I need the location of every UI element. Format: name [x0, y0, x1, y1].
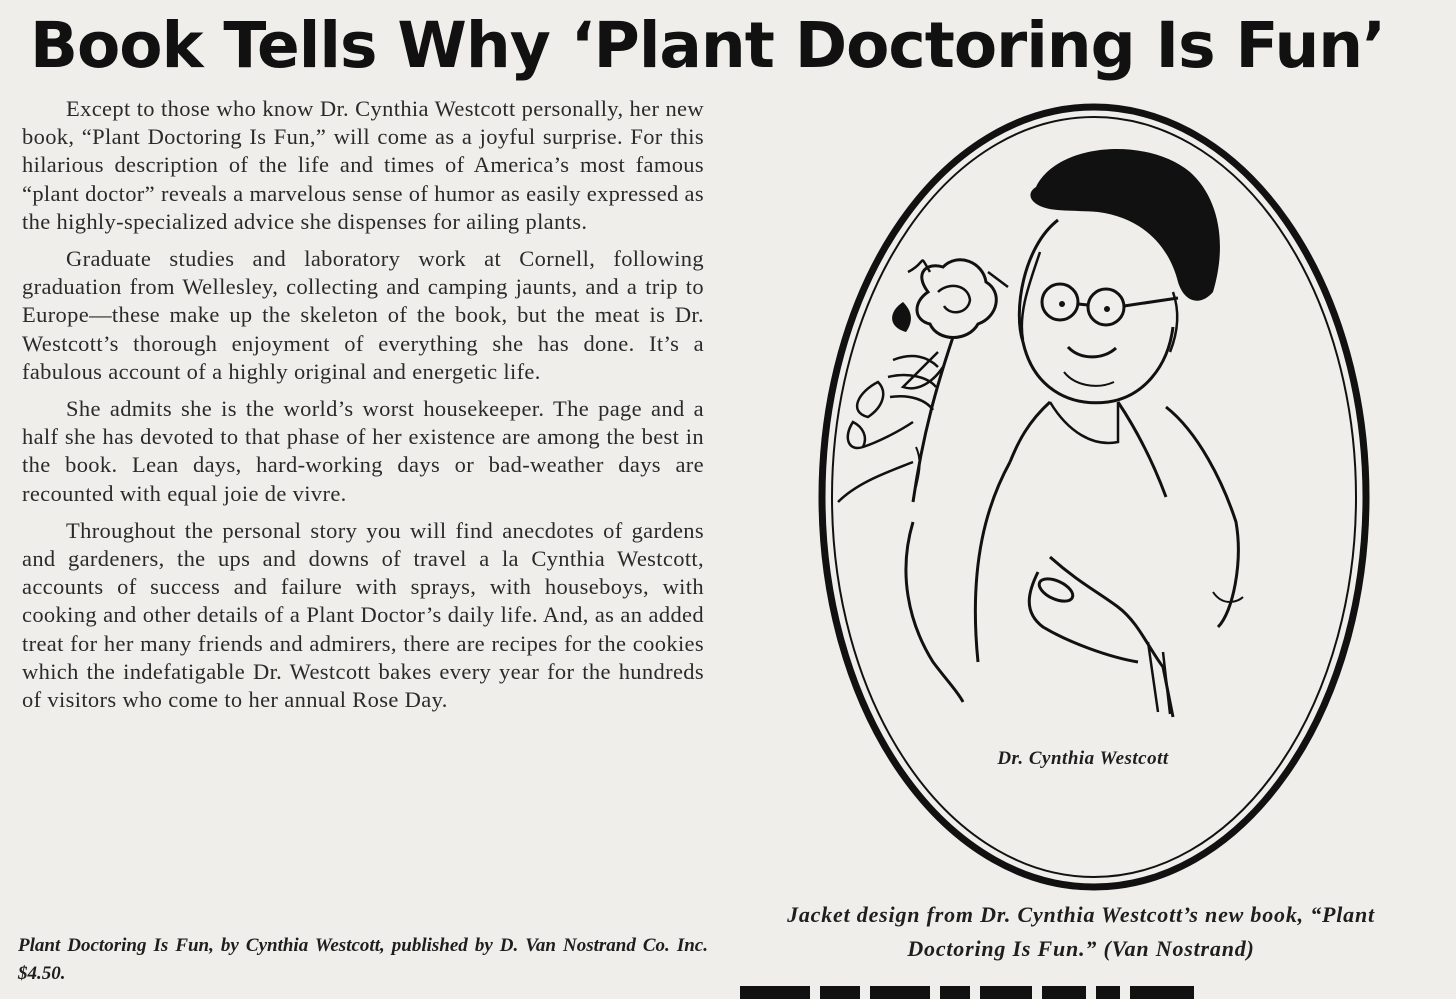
portrait-illustration — [818, 102, 1370, 892]
headline: Book Tells Why ‘Plant Doctoring Is Fun’ — [30, 9, 1386, 82]
smile — [1068, 347, 1116, 357]
next-headline-cutoff — [740, 986, 1340, 999]
book-credit: Plant Doctoring Is Fun, by Cynthia Westcott, published by D. Van Nostrand Co. Inc. $4.50. — [18, 935, 708, 984]
face-outline — [1019, 220, 1173, 403]
paragraph-2: Graduate studies and laboratory work at Cornell, following graduation from Wellesley, collecting and camping jaunts, and a trip to Europe—these make up the skeleton of the book, but the meat is Dr. Westcott’s thorough enjoyment of everything she has done. It’s a fabulous account of a highly original and energetic life. — [22, 246, 704, 384]
caricature-drawing — [818, 102, 1370, 892]
article-body — [22, 95, 704, 723]
image-caption: Jacket design from Dr. Cynthia Westcott’s new book, “Plant Doctoring Is Fun.” (Van Nostrand) — [787, 902, 1375, 961]
beret-shape — [1030, 149, 1220, 301]
paragraph-3: She admits she is the world’s worst housekeeper. The page and a half she has devoted to that phase of her existence are among the best in the book. Lean days, hard-working days or bad-weather days are recounted with equal joie de vivre. — [22, 396, 704, 506]
right-shoulder — [1166, 407, 1238, 627]
oval-frame — [822, 107, 1366, 887]
paragraph-1: Except to those who know Dr. Cynthia Westcott personally, her new book, “Plant Doctoring Is Fun,” will come as a joyful surprise. For this hilarious description of the life and times of America’s most famous “plant doctor” reveals a marvelous sense of humor as easily expressed as the highly-specialized advice she dispenses for ailing plants. — [22, 96, 704, 234]
paragraph-4: Throughout the personal story you will find anecdotes of gardens and gardeners, the ups and downs of travel a la Cynthia Westcott, accounts of success and failure with sprays, with houseboys, with cooking and other details of a Plant Doctor’s daily life. And, as an added treat for her many friends and admirers, there are recipes for the cookies which the indefatigable Dr. Westcott bakes every year for the hundreds of visitors who come to her annual Rose Day. — [22, 517, 704, 713]
portrait-name-label: Dr. Cynthia Westcott — [997, 748, 1169, 769]
